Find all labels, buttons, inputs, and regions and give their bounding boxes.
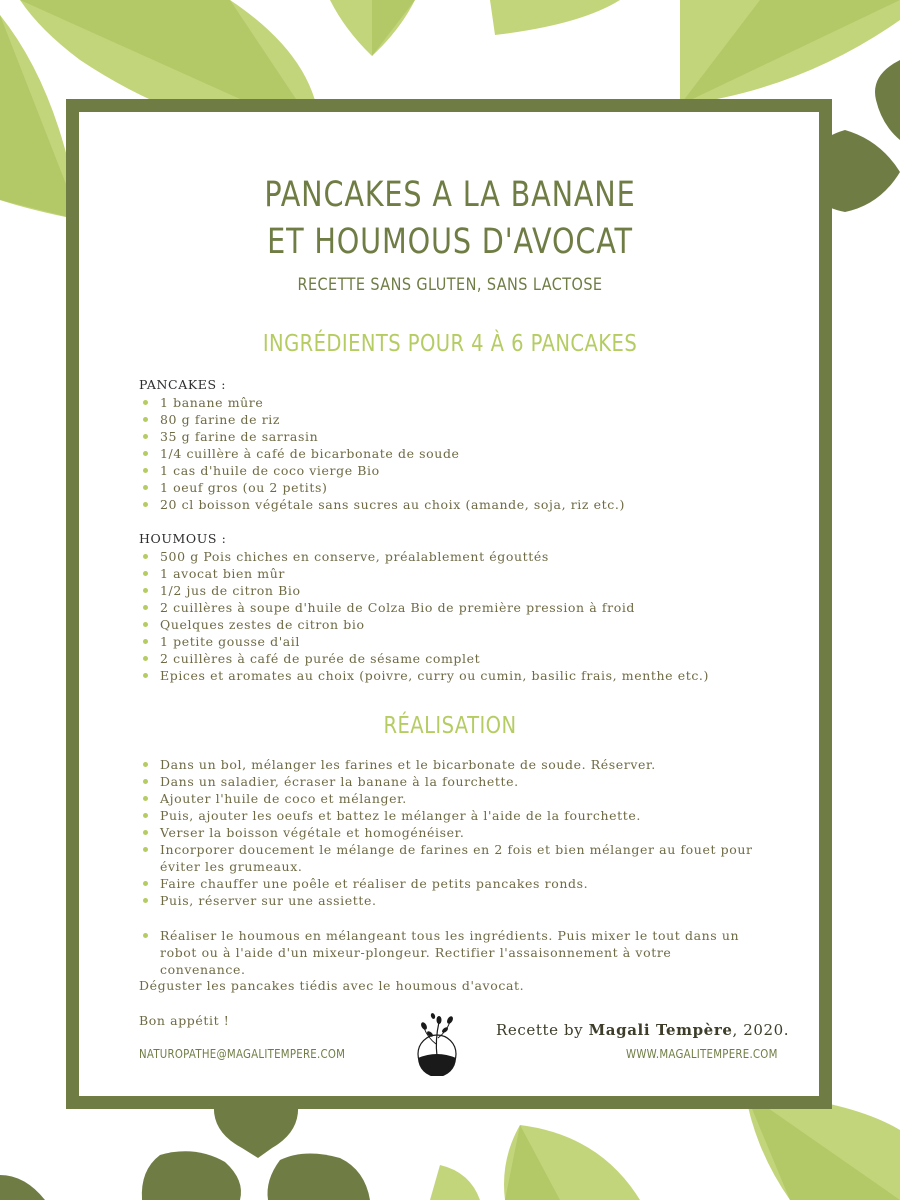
- list-item: 2 cuillères à soupe d'huile de Colza Bio de première pression à froid: [139, 599, 759, 616]
- title-line-2: ET HOUMOUS D'AVOCAT: [267, 222, 633, 262]
- houmous-step-list: [139, 927, 759, 978]
- pancakes-label: PANCAKES :: [139, 377, 227, 392]
- page-title: [81, 172, 819, 266]
- list-item: Incorporer doucement le mélange de farines en 2 fois et bien mélanger au fouet pour éviter les grumeaux.: [139, 841, 759, 875]
- list-item: Ajouter l'huile de coco et mélanger.: [139, 790, 759, 807]
- realisation-steps-list: [139, 756, 759, 909]
- list-item: 1/2 jus de citron Bio: [139, 582, 759, 599]
- recipe-subtitle: RECETTE SANS GLUTEN, SANS LACTOSE: [297, 275, 603, 295]
- list-item: 1 oeuf gros (ou 2 petits): [139, 479, 759, 496]
- serve-instruction: Déguster les pancakes tiédis avec le houmous d'avocat.: [139, 978, 525, 993]
- credit-suffix: , 2020.: [732, 1021, 790, 1039]
- credit-prefix: Recette by: [496, 1021, 589, 1039]
- recipe-credit: [496, 1021, 789, 1039]
- list-item: Verser la boisson végétale et homogénéiser.: [139, 824, 759, 841]
- ingredients-heading: INGRÉDIENTS POUR 4 À 6 PANCAKES: [262, 331, 638, 357]
- houmous-label: HOUMOUS :: [139, 531, 227, 546]
- list-item: 1 avocat bien mûr: [139, 565, 759, 582]
- list-item: 1 cas d'huile de coco vierge Bio: [139, 462, 759, 479]
- list-item: Puis, réserver sur une assiette.: [139, 892, 759, 909]
- website-link[interactable]: WWW.MAGALITEMPERE.COM: [626, 1047, 778, 1061]
- list-item: 80 g farine de riz: [139, 411, 759, 428]
- list-item: 1 banane mûre: [139, 394, 759, 411]
- list-item: 35 g farine de sarrasin: [139, 428, 759, 445]
- list-item: Epices et aromates au choix (poivre, curry ou cumin, basilic frais, menthe etc.): [139, 667, 759, 684]
- title-line-1: PANCAKES A LA BANANE: [264, 175, 636, 215]
- houmous-ingredient-list: [139, 548, 759, 684]
- tree-logo-icon: [412, 1010, 462, 1076]
- list-item: Dans un saladier, écraser la banane à la fourchette.: [139, 773, 759, 790]
- pancakes-ingredient-list: [139, 394, 759, 513]
- closing-text: Bon appétit !: [139, 1013, 230, 1028]
- list-item: Faire chauffer une poêle et réaliser de petits pancakes ronds.: [139, 875, 759, 892]
- list-item: 1/4 cuillère à café de bicarbonate de soude: [139, 445, 759, 462]
- credit-author: Magali Tempère: [588, 1021, 733, 1039]
- list-item: Puis, ajouter les oeufs et battez le mélanger à l'aide de la fourchette.: [139, 807, 759, 824]
- list-item: 500 g Pois chiches en conserve, préalablement égouttés: [139, 548, 759, 565]
- list-item: 20 cl boisson végétale sans sucres au choix (amande, soja, riz etc.): [139, 496, 759, 513]
- email-link[interactable]: NATUROPATHE@MAGALITEMPERE.COM: [139, 1047, 346, 1061]
- list-item: Réaliser le houmous en mélangeant tous les ingrédients. Puis mixer le tout dans un robot ou à l'aide d'un mixeur-plongeur. Rectifier l'assaisonnement à votre convenance.: [139, 927, 759, 978]
- realisation-heading: RÉALISATION: [383, 713, 517, 739]
- list-item: Dans un bol, mélanger les farines et le bicarbonate de soude. Réserver.: [139, 756, 759, 773]
- list-item: Quelques zestes de citron bio: [139, 616, 759, 633]
- list-item: 1 petite gousse d'ail: [139, 633, 759, 650]
- list-item: 2 cuillères à café de purée de sésame complet: [139, 650, 759, 667]
